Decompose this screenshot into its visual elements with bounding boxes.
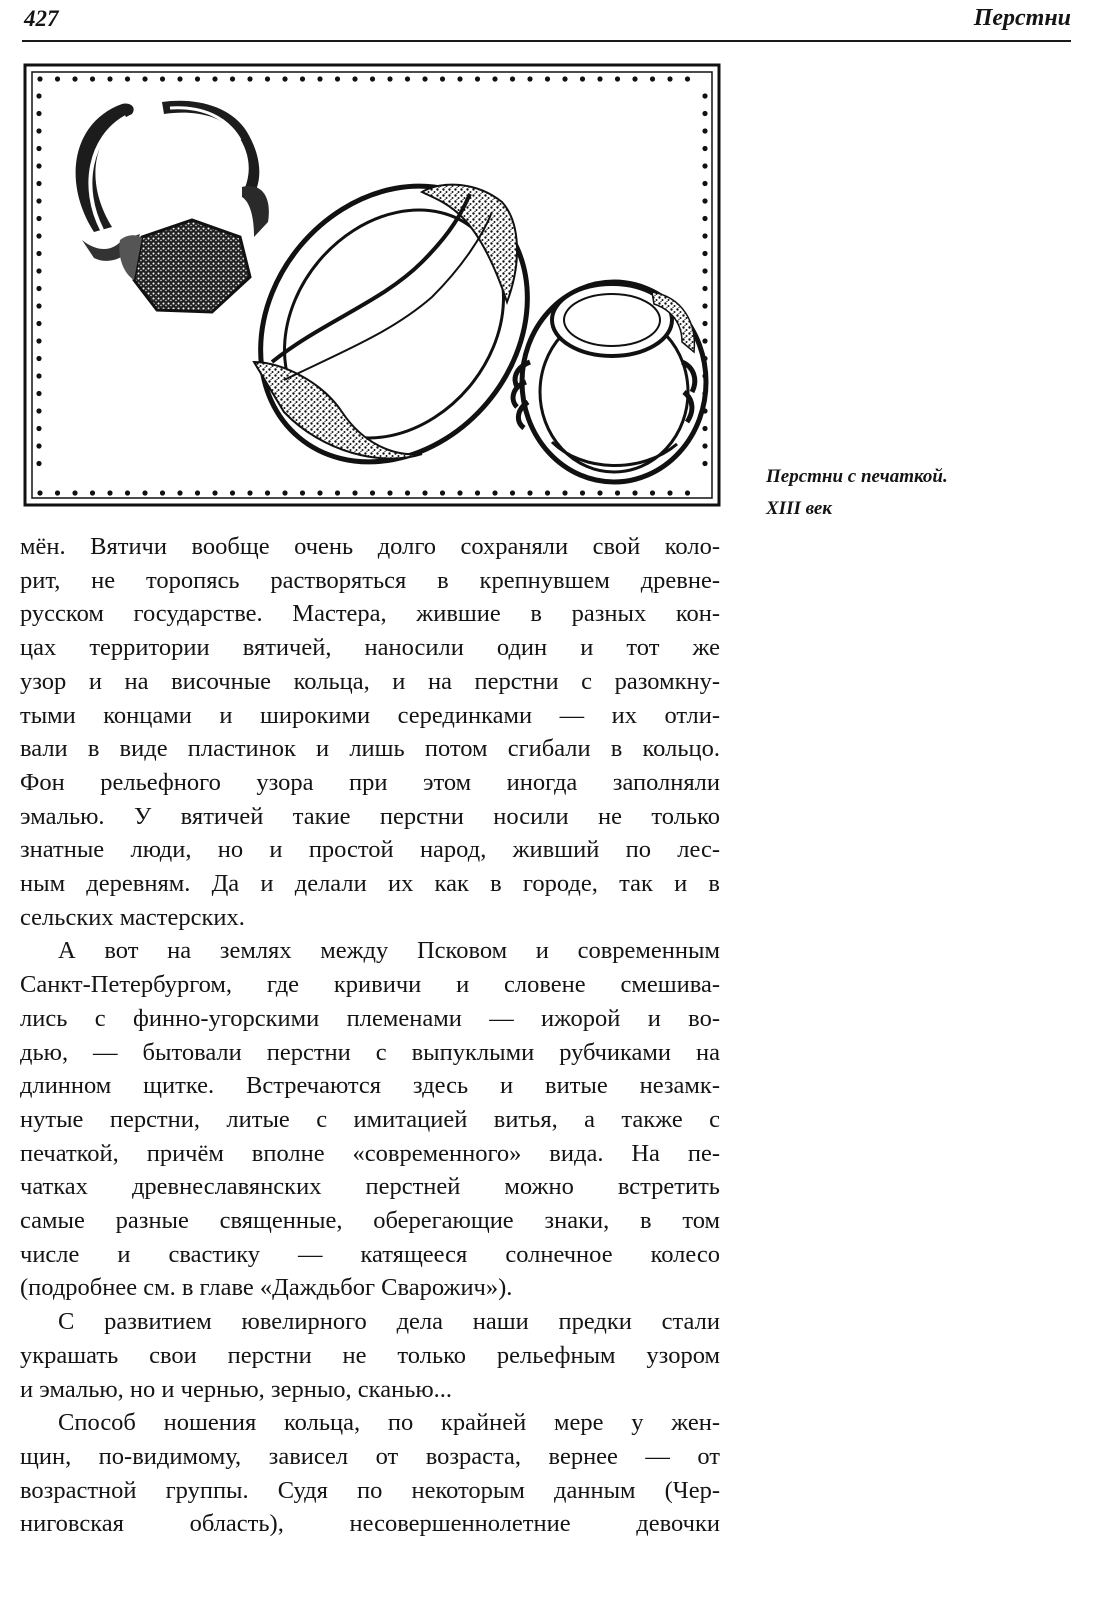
frame-dot [36, 111, 41, 116]
frame-dot [36, 303, 41, 308]
frame-dot [36, 93, 41, 98]
frame-dot [265, 76, 270, 81]
frame-dot [405, 76, 410, 81]
frame-dot [36, 128, 41, 133]
frame-dot [265, 490, 270, 495]
round-signet-ring [513, 282, 706, 482]
frame-dot [212, 76, 217, 81]
frame-dot [247, 490, 252, 495]
frame-dot [36, 338, 41, 343]
frame-dot [702, 216, 707, 221]
frame-dot [422, 490, 427, 495]
text-line: печаткой, причём вполне «современного» вида. На пе- [20, 1139, 720, 1167]
frame-dot [685, 490, 690, 495]
text-line: рит, не торопясь растворяться в крепнувшем древне- [20, 566, 720, 594]
frame-dot [650, 76, 655, 81]
frame-dot [317, 76, 322, 81]
frame-dot [36, 146, 41, 151]
frame-dot [195, 76, 200, 81]
frame-dot [90, 76, 95, 81]
text-line: тыми концами и широкими серединками — их отли- [20, 701, 720, 729]
frame-dot [632, 76, 637, 81]
frame-dot [36, 426, 41, 431]
frame-dot [650, 490, 655, 495]
frame-dot [36, 216, 41, 221]
frame-dot [667, 490, 672, 495]
frame-dot [36, 443, 41, 448]
frame-dot [90, 490, 95, 495]
frame-dot [685, 76, 690, 81]
frame-dot [160, 76, 165, 81]
frame-dot [702, 426, 707, 431]
frame-dot [422, 76, 427, 81]
frame-dot [195, 490, 200, 495]
text-line: ниговская область), несовершеннолетние девочки [20, 1510, 720, 1538]
frame-dot [36, 373, 41, 378]
figure-caption [766, 461, 1066, 525]
text-line: числе и свастику — катящееся солнечное колесо [20, 1240, 720, 1268]
frame-dot [702, 146, 707, 151]
text-line: А вот на землях между Псковом и современным [58, 937, 720, 965]
frame-dot [370, 76, 375, 81]
frame-dot [580, 490, 585, 495]
frame-dot [36, 356, 41, 361]
frame-dot [230, 490, 235, 495]
text-line: лись с финно-угорскими племенами — ижорой и во- [20, 1004, 720, 1032]
frame-dot [702, 321, 707, 326]
frame-dot [36, 233, 41, 238]
frame-dot [300, 490, 305, 495]
frame-dot [475, 76, 480, 81]
frame-dot [440, 76, 445, 81]
text-line: С развитием ювелирного дела наши предки стали [58, 1308, 720, 1336]
frame-dot [702, 163, 707, 168]
frame-dot [492, 76, 497, 81]
text-line: щин, по-видимому, зависел от возраста, вернее — от [20, 1442, 720, 1470]
open-signet-ring [76, 101, 269, 312]
frame-dot [702, 251, 707, 256]
text-line: Способ ношения кольца, по крайней мере у жен- [58, 1409, 720, 1437]
frame-dot [230, 76, 235, 81]
frame-dot [125, 76, 130, 81]
frame-dot [597, 76, 602, 81]
frame-dot [160, 490, 165, 495]
frame-dot [300, 76, 305, 81]
frame-dot [580, 76, 585, 81]
text-line: дью, — бытовали перстни с выпуклыми рубчиками на [20, 1038, 720, 1066]
frame-dot [527, 490, 532, 495]
frame-dot [457, 490, 462, 495]
text-line: чатках древнеславянских перстней можно встретить [20, 1173, 720, 1201]
frame-dot [702, 198, 707, 203]
text-line: мён. Вятичи вообще очень долго сохраняли свой коло- [20, 533, 720, 560]
frame-dot [387, 490, 392, 495]
text-line: Санкт-Петербургом, где кривичи и словене смешива- [20, 971, 720, 999]
frame-dot [702, 93, 707, 98]
frame-dot [702, 286, 707, 291]
frame-dot [36, 321, 41, 326]
frame-dot [387, 76, 392, 81]
text-line: нутые перстни, литые с имитацией витья, а также с [20, 1105, 720, 1133]
frame-dot [55, 76, 60, 81]
frame-dot [335, 76, 340, 81]
frame-dot [702, 461, 707, 466]
frame-dot [36, 181, 41, 186]
text-line: (подробнее см. в главе «Даждьбог Сварожич»). [20, 1274, 513, 1302]
frame-dot [702, 233, 707, 238]
frame-dot [36, 251, 41, 256]
frame-dot [457, 76, 462, 81]
frame-dot [475, 490, 480, 495]
frame-dot [55, 490, 60, 495]
frame-dot [352, 76, 357, 81]
frame-dot [702, 338, 707, 343]
frame-dot [107, 490, 112, 495]
text-line: узор и на височные кольца, и на перстни с разомкну- [20, 667, 720, 695]
frame-dot [702, 111, 707, 116]
text-line: длинном щитке. Встречаются здесь и витые незамк- [20, 1072, 720, 1100]
frame-dot [702, 268, 707, 273]
text-line: ным деревням. Да и делали их как в городе, так и в [20, 870, 720, 898]
frame-dot [36, 461, 41, 466]
frame-dot [142, 490, 147, 495]
frame-dot [352, 490, 357, 495]
frame-dot [702, 181, 707, 186]
frame-dot [562, 76, 567, 81]
frame-dot [247, 76, 252, 81]
frame-dot [667, 76, 672, 81]
frame-dot [615, 490, 620, 495]
frame-dot [282, 76, 287, 81]
frame-dot [440, 490, 445, 495]
page-number: 427 [24, 6, 59, 31]
text-line: сельских мастерских. [20, 903, 245, 931]
frame-dot [36, 408, 41, 413]
frame-dot [317, 490, 322, 495]
frame-dot [545, 490, 550, 495]
frame-dot [702, 128, 707, 133]
text-line: самые разные священные, оберегающие знаки, в том [20, 1207, 720, 1235]
running-head [22, 0, 1071, 42]
text-line: Фон рельефного узора при этом иногда заполняли [20, 768, 720, 796]
body-text [20, 530, 720, 1541]
text-line: возрастной группы. Судя по некоторым данным (Чер- [20, 1476, 720, 1504]
frame-dot [597, 490, 602, 495]
frame-dot [72, 76, 77, 81]
frame-dot [702, 303, 707, 308]
frame-dot [510, 76, 515, 81]
frame-dot [492, 490, 497, 495]
frame-dot [125, 490, 130, 495]
frame-dot [36, 268, 41, 273]
frame-dot [545, 76, 550, 81]
caption-date: XIII век [766, 498, 832, 519]
frame-dot [702, 443, 707, 448]
large-oval-ring [205, 132, 582, 510]
frame-dot [36, 391, 41, 396]
rings-illustration [22, 62, 722, 510]
frame-dot [36, 198, 41, 203]
frame-dot [282, 490, 287, 495]
frame-dot [335, 490, 340, 495]
frame-dot [615, 76, 620, 81]
frame-dot [177, 76, 182, 81]
text-line: знатные люди, но и простой народ, живший по лес- [20, 836, 720, 864]
frame-dot [632, 490, 637, 495]
frame-dot [562, 490, 567, 495]
frame-dot [36, 163, 41, 168]
rings-drawing [22, 62, 722, 510]
text-line: вали в виде пластинок и лишь потом сгибали в кольцо. [20, 735, 720, 763]
frame-dot [37, 490, 42, 495]
frame-dot [72, 490, 77, 495]
frame-dot [107, 76, 112, 81]
frame-dot [36, 286, 41, 291]
text-line: цах территории вятичей, наносили один и тот же [20, 634, 720, 662]
text-line: украшать свои перстни не только рельефным узором [20, 1341, 720, 1369]
text-line: и эмалью, но и чернью, зерныо, сканью... [20, 1375, 453, 1403]
frame-dot [37, 76, 42, 81]
frame-dot [212, 490, 217, 495]
frame-dot [370, 490, 375, 495]
text-line: эмалью. У вятичей такие перстни носили не только [20, 802, 720, 830]
frame-dot [177, 490, 182, 495]
frame-dot [142, 76, 147, 81]
caption-title: Перстни с печаткой. [766, 466, 948, 487]
text-line: русском государстве. Мастера, жившие в разных кон- [20, 600, 720, 628]
section-title: Перстни [973, 5, 1071, 31]
frame-dot [510, 490, 515, 495]
frame-dot [527, 76, 532, 81]
frame-dot [405, 490, 410, 495]
